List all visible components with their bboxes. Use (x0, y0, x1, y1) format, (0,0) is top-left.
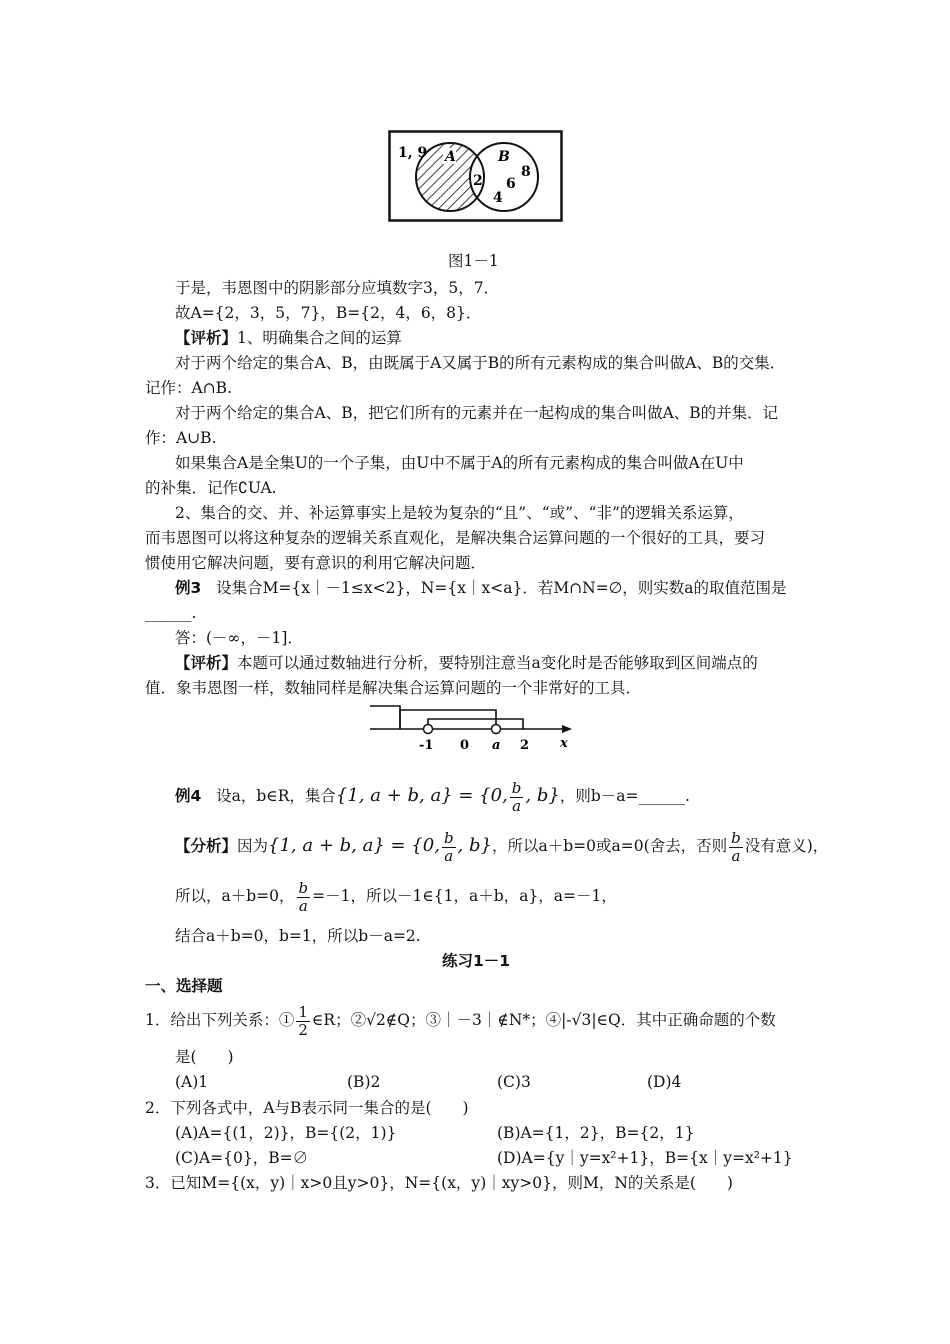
fraction-denominator: a (731, 846, 741, 865)
analysis-tag: 【分析】 (175, 837, 238, 855)
endpoint-marker (492, 725, 501, 734)
analysis-text: =－1，所以－1∈{1，a＋b，a}，a=－1， (312, 887, 617, 905)
analysis-line: 结合a＋b=0，b=1，所以b－a=2. (175, 927, 421, 945)
comment-tag: 【评析】 (175, 654, 238, 672)
fraction-numerator: b (731, 828, 741, 847)
section-heading: 一、选择题 (145, 977, 223, 995)
example-text: 设集合M={x｜－1≤x<2}，N={x｜x<a}．若M∩N=∅，则实数a的取值范围是 (216, 579, 787, 597)
comment-text: 本题可以通过数轴进行分析，要特别注意当a变化时是否能够取到区间端点的 (237, 654, 758, 672)
analysis-text: 因为 (237, 837, 269, 855)
option: (C)3 (497, 1073, 531, 1091)
question-1 (145, 1000, 776, 1040)
practice-title: 练习1－1 (442, 952, 511, 970)
fraction-denominator: a (298, 896, 308, 915)
text-line: 而韦恩图可以将这种复杂的逻辑关系直观化，是解决集合运算问题的一个很好的工具，要习 (145, 529, 766, 547)
endpoint-marker (424, 725, 433, 734)
example-tag: 例3 (175, 579, 202, 597)
set-expression: {1, a + b, a} = {0, (335, 785, 508, 806)
example-text: 设a，b∈R，集合 (216, 787, 336, 805)
set-expression: , b} (457, 835, 492, 856)
venn-outside-label: 1, 9 (398, 145, 428, 161)
fraction (442, 830, 456, 865)
tick-label: 0 (460, 738, 470, 753)
analysis-text: 所以，a＋b=0， (175, 887, 295, 905)
text-line: 于是，韦恩图中的阴影部分应填数字3，5，7． (175, 279, 500, 297)
fraction (297, 880, 311, 915)
answer-blank: ______. (145, 604, 197, 622)
fraction-numerator: b (443, 828, 454, 847)
venn-label-b: B (498, 149, 510, 165)
fraction-numerator: b (511, 778, 522, 797)
fraction-denominator: a (444, 846, 454, 865)
option: (D)A={y｜y=x²+1}，B={x｜y=x²+1} (497, 1149, 793, 1167)
text-line: 惯使用它解决问题，要有意识的利用它解决问题． (145, 554, 487, 572)
fraction-denominator: 2 (298, 1020, 308, 1039)
tick-label: -1 (419, 738, 434, 753)
comment-line (175, 327, 402, 349)
fraction-numerator: b (298, 878, 309, 897)
fraction-numerator: 1 (298, 1002, 308, 1021)
venn-b-value-4: 4 (493, 190, 503, 206)
option: (D)4 (647, 1073, 682, 1091)
example-3 (175, 577, 786, 599)
option: (A)1 (175, 1073, 209, 1091)
venn-diagram (388, 130, 563, 222)
number-line (368, 703, 578, 753)
analysis-text: ，所以a＋b=0或a=0(舍去，否则 (491, 837, 728, 855)
question-2: 2．下列各式中，A与B表示同一集合的是( ) (145, 1099, 469, 1117)
text-line: 如果集合A是全集U的一个子集，由U中不属于A的所有元素构成的集合叫做A在U中 (175, 454, 744, 472)
analysis-line (175, 876, 617, 916)
question-3: 3．已知M={(x，y)｜x>0且y>0}，N={(x，y)｜xy>0}，则M，N的关系是( ) (145, 1174, 733, 1192)
venn-b-value-6: 6 (506, 176, 516, 192)
question-text: 1．给出下列关系：① (145, 1011, 295, 1029)
text-line: 故A={2，3，5，7}，B={2，4，6，8}． (175, 304, 482, 322)
answer-line: 答：(－∞，－1]． (175, 629, 303, 647)
text-line: 2、集合的交、并、补运算事实上是较为复杂的“且”、“或”、“非”的逻辑关系运算， (175, 504, 744, 522)
text-line: 的补集．记作∁UA. (145, 479, 277, 497)
tick-label: a (492, 738, 501, 753)
text-line: 值．象韦恩图一样，数轴同样是解决集合运算问题的一个非常好的工具． (145, 679, 642, 697)
venn-label-a: A (445, 149, 456, 165)
set-expression: {1, a + b, a} = {0, (268, 835, 440, 856)
figure-caption: 图1－1 (448, 252, 499, 270)
tick-label: 2 (520, 738, 530, 753)
option: (C)A={0}，B=∅ (175, 1149, 309, 1167)
text-line: 作：A∪B. (145, 429, 217, 447)
set-expression: , b} (525, 785, 560, 806)
example-4 (175, 776, 690, 816)
fraction (729, 830, 743, 865)
analysis-text: 没有意义)， (744, 837, 829, 855)
comment-line (175, 652, 758, 674)
option: (B)A={1，2}，B={2，1} (497, 1124, 695, 1142)
fraction-denominator: a (512, 796, 522, 815)
question-text: 是( ) (175, 1048, 234, 1066)
question-text: ∈R；②√2∉Q；③｜－3｜∉N*；④|-√3|∈Q．其中正确命题的个数 (311, 1011, 776, 1029)
fraction (510, 780, 524, 815)
axis-label: x (560, 736, 568, 751)
option: (A)A={(1，2)}，B={(2，1)} (175, 1124, 397, 1142)
text-line: 对于两个给定的集合A、B，把它们所有的元素并在一起构成的集合叫做A、B的并集．记 (175, 404, 779, 422)
fraction (296, 1004, 310, 1039)
analysis-line (175, 826, 828, 866)
option: (B)2 (347, 1073, 381, 1091)
example-text: ，则b－a=______. (559, 787, 690, 805)
comment-text: 1、明确集合之间的运算 (237, 329, 402, 347)
text-line: 记作：A∩B. (145, 379, 232, 397)
venn-intersection-value: 2 (473, 173, 483, 189)
comment-tag: 【评析】 (175, 329, 238, 347)
venn-b-value-8: 8 (521, 164, 531, 180)
text-line: 对于两个给定的集合A、B，由既属于A又属于B的所有元素构成的集合叫做A、B的交集． (175, 354, 786, 372)
example-tag: 例4 (175, 787, 202, 805)
